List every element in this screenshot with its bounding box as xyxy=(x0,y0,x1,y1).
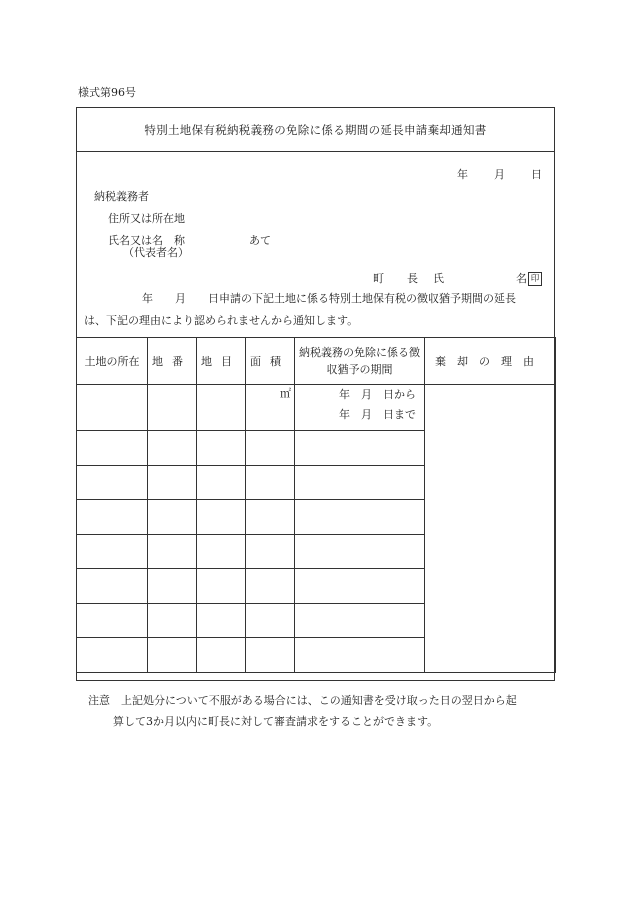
caution-line-1 xyxy=(88,690,558,711)
cell-reason xyxy=(425,385,556,673)
header-land-category: 地目 xyxy=(197,338,246,385)
header-period: 納税義務の免除に係る徴収猶予の期間 xyxy=(295,338,425,385)
title-row xyxy=(77,108,554,152)
period-from: 年 月 日から xyxy=(339,388,416,401)
cell-period xyxy=(295,385,425,431)
header-lot-number: 地番 xyxy=(148,338,197,385)
table-row xyxy=(77,385,556,431)
mayor-title: 氏 xyxy=(433,272,444,285)
cell-location xyxy=(77,385,148,431)
date-month: 月 xyxy=(494,168,505,181)
notice-form xyxy=(76,107,555,681)
date-year: 年 xyxy=(457,168,468,181)
seal-mark: 印 xyxy=(528,272,542,286)
caution-text-1: 上記処分について不服がある場合には、この通知書を受け取った日の翌日から起 xyxy=(121,694,517,707)
issue-date xyxy=(457,166,542,182)
caution-label: 注意 xyxy=(88,694,110,707)
table-header-row xyxy=(77,338,556,385)
caution-line-2: 算して3か月以内に町長に対して審査請求をすることができます。 xyxy=(113,715,439,728)
body-line-1: 年 月 日申請の下記土地に係る特別土地保有税の徴収猶予期間の延長 xyxy=(142,292,516,305)
notice-caution xyxy=(88,690,558,732)
address-label: 住所又は所在地 xyxy=(108,212,185,225)
mayor-chief: 長 xyxy=(407,272,418,285)
period-to: 年 月 日まで xyxy=(339,408,416,421)
taxpayer-label: 納税義務者 xyxy=(94,190,149,203)
land-table xyxy=(76,337,556,673)
mayor-name-char: 名 xyxy=(516,272,527,285)
header-reason: 棄却の理由 xyxy=(425,338,556,385)
header-area: 面積 xyxy=(246,338,295,385)
cell-lot-number xyxy=(148,385,197,431)
name-label: 氏名又は名 称 xyxy=(108,234,185,247)
cell-land-category xyxy=(197,385,246,431)
body-line-2: は、下記の理由により認められませんから通知します。 xyxy=(84,314,359,327)
header-location: 土地の所在 xyxy=(77,338,148,385)
date-day: 日 xyxy=(531,168,542,181)
addressee-suffix: あて xyxy=(249,234,271,247)
mayor-town: 町 xyxy=(373,272,384,285)
area-unit: ㎡ xyxy=(246,385,295,431)
document-title: 特別土地保有税納税義務の免除に係る期間の延長申請棄却通知書 xyxy=(144,123,487,137)
mayor-name-field xyxy=(516,270,542,286)
form-number: 様式第96号 xyxy=(78,86,136,99)
representative-label: （代表者名） xyxy=(123,246,189,259)
